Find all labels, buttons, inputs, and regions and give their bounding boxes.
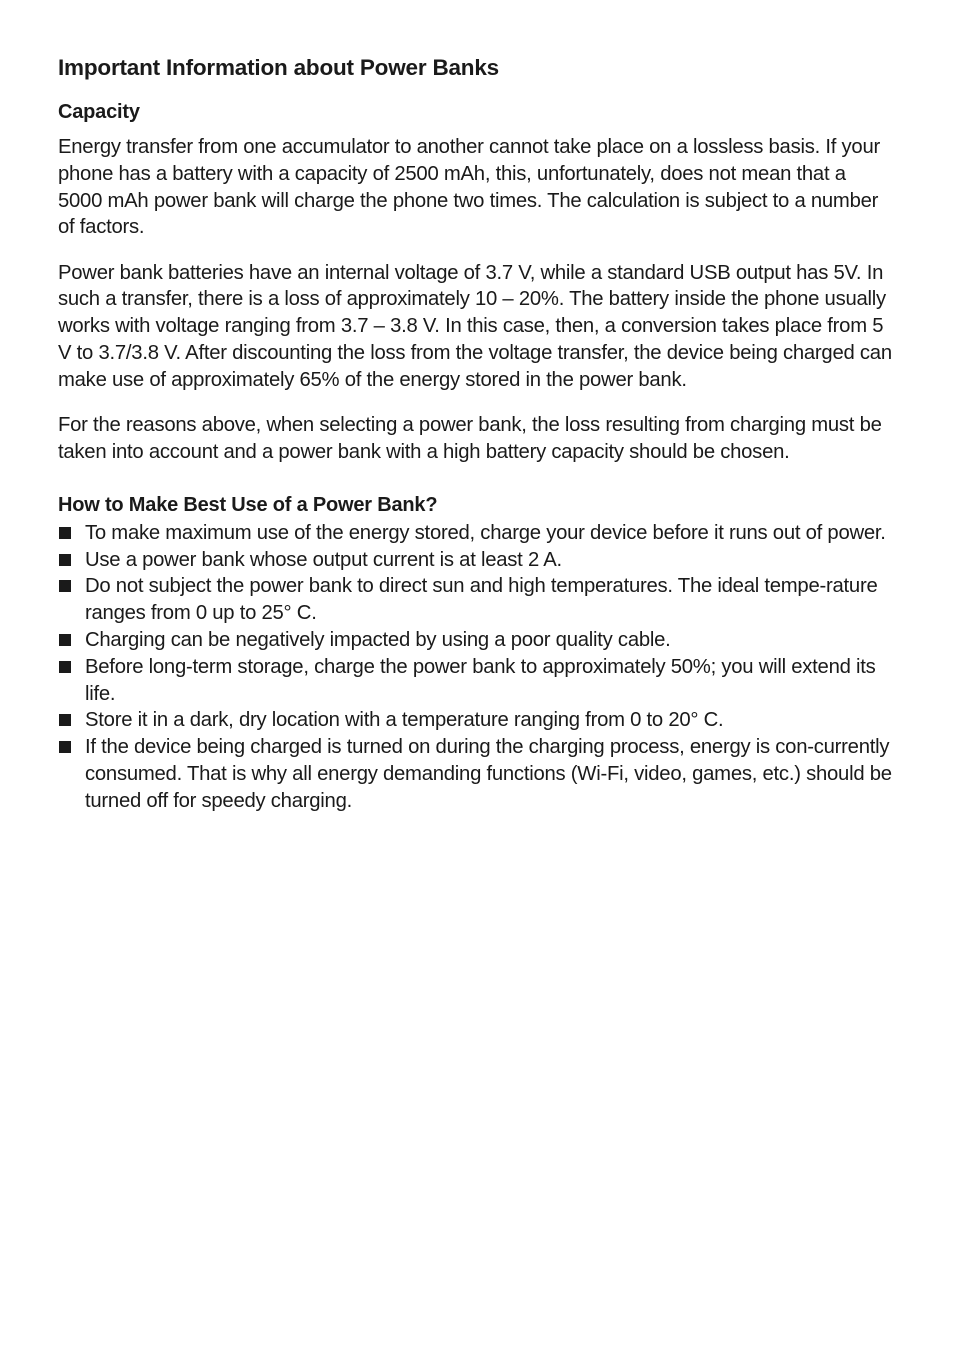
best-use-heading: How to Make Best Use of a Power Bank? xyxy=(58,493,438,516)
list-item xyxy=(58,573,894,627)
square-bullet-icon xyxy=(59,554,71,566)
list-item xyxy=(58,707,894,734)
list-item-text: Charging can be negatively impacted by using a poor quality cable. xyxy=(85,628,671,651)
capacity-paragraph-1: Energy transfer from one accumulator to another cannot take place on a lossless basis. If your phone has a battery with a capacity of 2500 mAh, this, unfortunately, does not mean that a 5000 mAh power bank will charge the phone two times. The calculation is subject to a number of factors. xyxy=(58,136,880,239)
list-item xyxy=(58,547,894,574)
list-item xyxy=(58,627,894,654)
square-bullet-icon xyxy=(59,661,71,673)
list-item-text: Do not subject the power bank to direct sun and high temperatures. The ideal tempe-rature ranges from 0 up to 25° C. xyxy=(85,575,878,625)
page-title: Important Information about Power Banks xyxy=(58,55,499,80)
capacity-heading: Capacity xyxy=(58,101,140,123)
square-bullet-icon xyxy=(59,634,71,646)
list-item-text: If the device being charged is turned on during the charging process, energy is con-currently consumed. That is why all energy demanding functions (Wi-Fi, video, games, etc.) should be turned off for speedy charging. xyxy=(85,736,892,812)
square-bullet-icon xyxy=(59,714,71,726)
capacity-paragraph-2: Power bank batteries have an internal voltage of 3.7 V, while a standard USB output has 5V. In such a transfer, there is a loss of approximately 10 – 20%. The battery inside the phone usually works with voltage ranging from 3.7 – 3.8 V. In this case, then, a conversion takes place from 5 V to 3.7/3.8 V. After discounting the loss from the voltage transfer, the device being charged can make use of approximately 65% of the energy stored in the power bank. xyxy=(58,261,892,391)
list-item-text: Use a power bank whose output current is at least 2 A. xyxy=(85,548,562,571)
square-bullet-icon xyxy=(59,580,71,592)
document-page xyxy=(58,52,894,815)
square-bullet-icon xyxy=(59,527,71,539)
list-item-text: To make maximum use of the energy stored, charge your device before it runs out of power. xyxy=(85,521,886,544)
list-item-text: Store it in a dark, dry location with a temperature ranging from 0 to 20° C. xyxy=(85,709,724,732)
best-use-list xyxy=(58,520,894,815)
list-item xyxy=(58,520,894,547)
capacity-paragraph-3: For the reasons above, when selecting a power bank, the loss resulting from charging must be taken into account and a power bank with a high battery capacity should be chosen. xyxy=(58,414,882,463)
list-item xyxy=(58,734,894,814)
list-item xyxy=(58,654,894,708)
square-bullet-icon xyxy=(59,741,71,753)
list-item-text: Before long-term storage, charge the power bank to approximately 50%; you will extend its life. xyxy=(85,655,876,705)
